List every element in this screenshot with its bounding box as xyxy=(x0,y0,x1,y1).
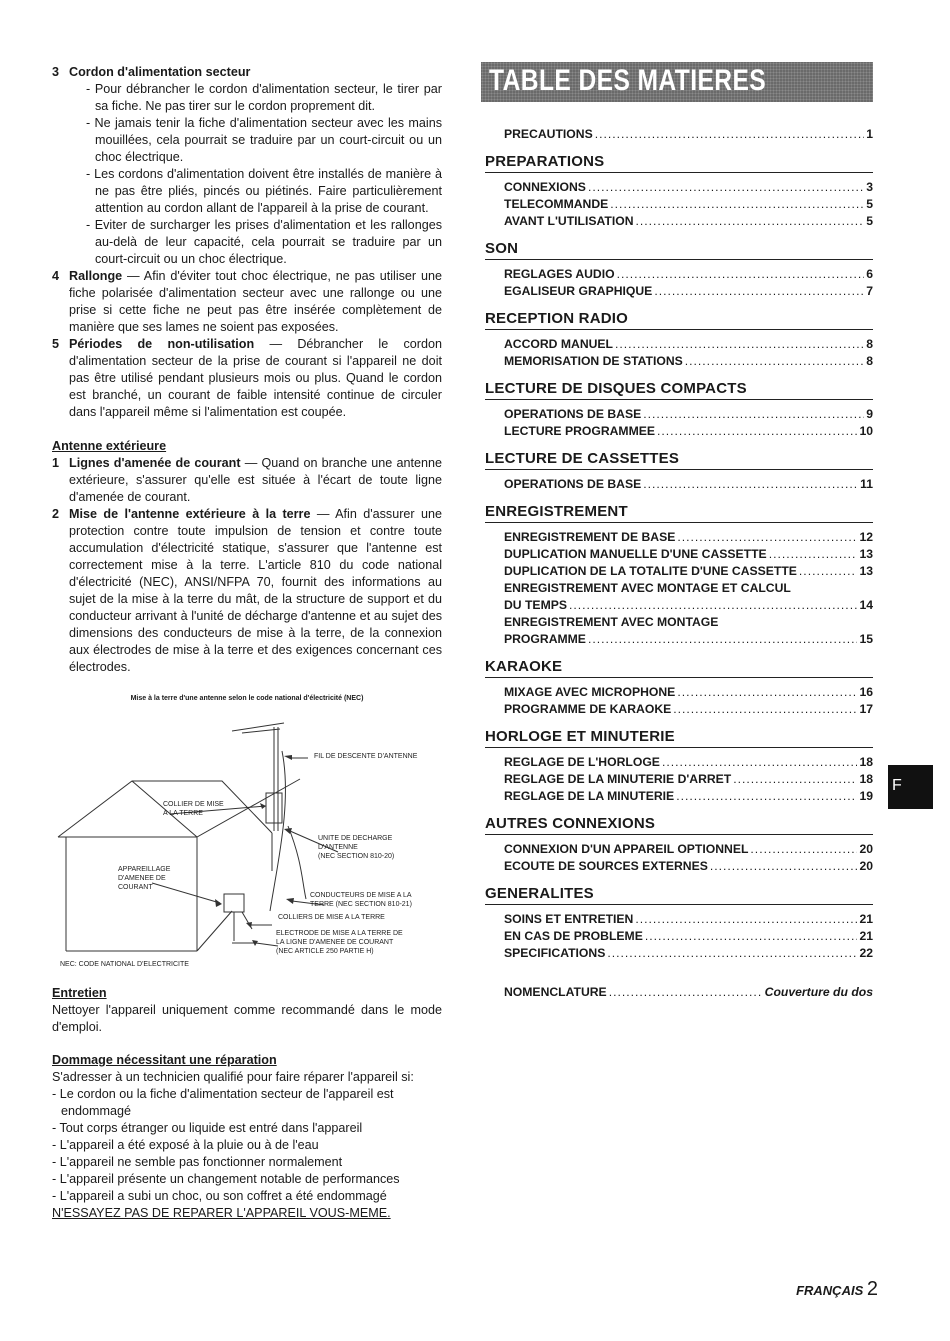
toc-section-title: GENERALITES xyxy=(485,885,873,905)
leader-dots xyxy=(677,684,857,701)
toc-entry[interactable] xyxy=(504,546,873,563)
toc-entry-title: NOMENCLATURE xyxy=(504,985,607,999)
dommage-bullet: - Le cordon ou la fiche d'alimentation secteur de l'appareil est endommagé xyxy=(52,1087,394,1118)
toc-entry-list xyxy=(485,330,873,370)
leader-dots xyxy=(615,336,864,353)
toc-entry-title: CONNEXION D'UN APPAREIL OPTIONNEL xyxy=(504,842,749,856)
toc-entry-page: 21 xyxy=(859,929,873,943)
leader-dots xyxy=(595,126,865,143)
toc-entry-title: DU TEMPS xyxy=(504,598,567,612)
leader-dots xyxy=(610,196,864,213)
toc-entry-page: 18 xyxy=(859,755,873,769)
toc-entry-title: ENREGISTREMENT AVEC MONTAGE ET CALCUL xyxy=(504,581,791,595)
toc-entry-page: 18 xyxy=(859,772,873,786)
label-unite-3: (NEC SECTION 810-20) xyxy=(318,853,395,860)
leader-dots xyxy=(569,597,857,614)
toc-entry-page: 20 xyxy=(859,842,873,856)
toc-entry[interactable] xyxy=(504,788,873,805)
label-unite-2: D'ANTENNE xyxy=(318,844,358,851)
bullet: - Ne jamais tenir la fiche d'alimentation secteur avec les mains mouillées, cela pourrait se traduire par un court-circuit ou un choc électrique. xyxy=(86,116,442,164)
toc-title: TABLE DES MATIERES xyxy=(489,64,767,97)
toc-section-title: AUTRES CONNEXIONS xyxy=(485,815,873,835)
toc-entry-title: PROGRAMME DE KARAOKE xyxy=(504,702,672,716)
toc-section-title: RECEPTION RADIO xyxy=(485,310,873,330)
toc-entry-list xyxy=(485,748,873,805)
entretien-text: Nettoyer l'appareil uniquement comme recommandé dans le mode d'emploi. xyxy=(52,1003,442,1034)
toc-entry-page: 12 xyxy=(859,530,873,544)
leader-dots xyxy=(643,476,858,493)
toc-entry-title: LECTURE PROGRAMMEE xyxy=(504,424,655,438)
label-appareillage-1: APPAREILLAGE xyxy=(118,866,171,873)
toc-section xyxy=(485,728,873,805)
toc-entry-list xyxy=(485,678,873,718)
toc-section xyxy=(485,380,873,440)
page-number: 2 xyxy=(866,1278,878,1300)
toc-entry-title: EGALISEUR GRAPHIQUE xyxy=(504,284,653,298)
toc-entry-page: 8 xyxy=(866,337,873,351)
toc-entry-page: 20 xyxy=(859,859,873,873)
toc-section xyxy=(485,885,873,962)
toc-entry-title: EN CAS DE PROBLEME xyxy=(504,929,643,943)
leader-dots xyxy=(685,353,864,370)
toc-entry-title: ENREGISTREMENT AVEC MONTAGE xyxy=(504,615,719,629)
toc-entry-list xyxy=(485,905,873,962)
bullet: - Pour débrancher le cordon d'alimentation secteur, le tirer par sa fiche. Ne pas tirer sur le cordon proprement dit. xyxy=(86,82,442,113)
toc-entry-title: DUPLICATION MANUELLE D'UNE CASSETTE xyxy=(504,547,767,561)
leader-dots xyxy=(643,406,864,423)
toc-entry-page: 6 xyxy=(866,267,873,281)
toc-entry[interactable] xyxy=(504,984,873,1001)
toc-entry-list xyxy=(485,260,873,300)
toc-entry[interactable] xyxy=(504,406,873,423)
toc-entry-page: 15 xyxy=(859,632,873,646)
label-nec: NEC: CODE NATIONAL D'ELECTRICITE xyxy=(60,961,189,968)
toc-section-title: ENREGISTREMENT xyxy=(485,503,873,523)
page-footer xyxy=(796,1278,878,1301)
leader-dots xyxy=(799,563,858,580)
toc-entry[interactable] xyxy=(504,631,873,648)
section-text: — Débrancher le cordon d'alimentation secteur de la prise de courant si l'appareil ne doit pas être utilisé pendant plusieurs mois ou plus. Quand le cordon est branché, un courant de faible intensité continue de circuler dans l'appareil même si l'alimentation est coupée. xyxy=(69,337,442,419)
leader-dots xyxy=(657,423,857,440)
bullet: - Les cordons d'alimentation doivent être installés de manière à ne pas être pliés, pincés ou piétinés. Faire particulièrement attention au cordon allant de l'appareil à la prise de courant. xyxy=(86,167,442,215)
leader-dots xyxy=(676,788,857,805)
toc-entry-title: REGLAGE DE LA MINUTERIE D'ARRET xyxy=(504,772,732,786)
dommage-bullet: - L'appareil présente un changement notable de performances xyxy=(52,1172,400,1186)
leader-dots xyxy=(645,928,858,945)
toc-entry[interactable] xyxy=(504,423,873,440)
toc-section xyxy=(485,240,873,300)
toc-entry-title: PRECAUTIONS xyxy=(504,127,593,141)
dommage-bullet: - L'appareil ne semble pas fonctionner normalement xyxy=(52,1155,343,1169)
section-text: — Afin d'éviter tout choc électrique, ne pas utiliser une fiche polarisée d'alimentation secteur avec une rallonge ou une prise si cette fiche ne peut pas être insérée complètement de manière que ses lames ne soient pas exposées. xyxy=(69,269,442,334)
toc-entry[interactable] xyxy=(504,126,873,143)
toc-entry-page: Couverture du dos xyxy=(764,985,873,999)
toc-nomenclature xyxy=(485,962,873,1001)
section-text: — Afin d'assurer une protection contre toute impulsion de tension et contre toute accumulation d'électricité statique, s'assurer que l'antenne est correctement mise à la terre. L'article 810 du code national d'électricité (NEC), ANSI/NFPA 70, fournit des informations au sujet de la mise à la terre du mât, de la structure de support et du conducteur arrivant à l'unité de décharge d'antenne et au sujet des dimensions des conducteurs de mise à la terre, de la connexion aux électrodes de mise à la terre et des exigences concernant ces électrodes. xyxy=(69,507,442,674)
toc-entry[interactable] xyxy=(504,597,873,614)
dommage-heading: Dommage nécessitant une réparation xyxy=(52,1053,277,1067)
leader-dots xyxy=(588,179,864,196)
toc-entry-title: AVANT L'UTILISATION xyxy=(504,214,634,228)
toc-entry[interactable] xyxy=(504,945,873,962)
toc-entry-page: 17 xyxy=(859,702,873,716)
section-rallonge xyxy=(52,268,442,336)
toc-entry-page: 11 xyxy=(860,477,873,491)
toc-entry-page: 19 xyxy=(859,789,873,803)
toc-banner xyxy=(481,62,873,102)
footer-language: FRANÇAIS xyxy=(796,1283,864,1298)
leader-dots xyxy=(617,266,865,283)
entretien-heading: Entretien xyxy=(52,986,107,1000)
toc-section xyxy=(485,450,873,493)
toc-entry[interactable] xyxy=(504,353,873,370)
toc-entry[interactable] xyxy=(504,841,873,858)
toc-entry[interactable] xyxy=(504,476,873,493)
toc-entry[interactable] xyxy=(504,684,873,701)
toc-entry[interactable] xyxy=(504,529,873,546)
item-number: 3 xyxy=(52,65,60,79)
leader-dots xyxy=(710,858,858,875)
item-number: 1 xyxy=(52,456,60,470)
label-conducteurs-2: TERRE (NEC SECTION 810-21) xyxy=(310,901,412,908)
toc-entry-page: 13 xyxy=(859,564,873,578)
toc-entry-title: TELECOMMANDE xyxy=(504,197,609,211)
language-tab-letter: F xyxy=(892,777,902,794)
toc-entry-list xyxy=(485,173,873,230)
section-non-utilisation xyxy=(52,336,442,421)
section-title: Lignes d'amenée de courant xyxy=(69,456,241,470)
toc-entry-list xyxy=(485,470,873,493)
toc-section xyxy=(485,815,873,875)
antenne-heading: Antenne extérieure xyxy=(52,439,167,453)
toc-entry-page: 8 xyxy=(866,354,873,368)
toc-entry-list xyxy=(485,835,873,875)
language-tab xyxy=(888,765,933,809)
leader-dots xyxy=(588,631,858,648)
leader-dots xyxy=(654,283,864,300)
toc-section-title: PREPARATIONS xyxy=(485,153,873,173)
toc-entry-page: 10 xyxy=(859,424,873,438)
label-electrode-1: ELECTRODE DE MISE A LA TERRE DE xyxy=(276,930,403,937)
label-electrode-3: (NEC ARTICLE 250 PARTIE H) xyxy=(276,948,374,955)
toc-section xyxy=(485,503,873,648)
section-cordon xyxy=(52,64,442,268)
leader-dots xyxy=(636,213,865,230)
toc-entry-title: REGLAGE DE LA MINUTERIE xyxy=(504,789,675,803)
leader-dots xyxy=(609,984,763,1001)
leader-dots xyxy=(635,911,857,928)
toc-section xyxy=(485,658,873,718)
toc-entry-list xyxy=(485,523,873,648)
toc-entry-page: 7 xyxy=(866,284,873,298)
toc-entry-title: SPECIFICATIONS xyxy=(504,946,606,960)
dommage-bullet: - L'appareil a été exposé à la pluie ou à de l'eau xyxy=(52,1138,319,1152)
toc-entry-title: REGLAGE DE L'HORLOGE xyxy=(504,755,660,769)
toc-section-title: KARAOKE xyxy=(485,658,873,678)
toc-entry-title: REGLAGES AUDIO xyxy=(504,267,615,281)
label-collier-2: A LA TERRE xyxy=(163,810,203,817)
item-number: 2 xyxy=(52,507,60,521)
toc-precautions xyxy=(485,118,873,143)
toc-entry[interactable] xyxy=(504,701,873,718)
toc-entry-page: 14 xyxy=(859,598,873,612)
toc-entry-title: SOINS ET ENTRETIEN xyxy=(504,912,634,926)
section-title: Cordon d'alimentation secteur xyxy=(69,65,251,79)
toc-entry-page: 22 xyxy=(859,946,873,960)
section-title: Rallonge xyxy=(69,269,123,283)
toc-entry-title: PROGRAMME xyxy=(504,632,586,646)
toc-entry-page: 3 xyxy=(866,180,873,194)
toc-entry[interactable] xyxy=(504,213,873,230)
left-column xyxy=(52,64,442,1222)
toc-section-title: HORLOGE ET MINUTERIE xyxy=(485,728,873,748)
toc-entry-page: 5 xyxy=(866,197,873,211)
toc-entry[interactable] xyxy=(504,771,873,788)
item-number: 4 xyxy=(52,269,60,283)
toc-entry-title: ENREGISTREMENT DE BASE xyxy=(504,530,676,544)
section-text: — Quand on branche une antenne extérieure, s'assurer qu'elle est située à l'écart de toute ligne d'amenée de courant. xyxy=(69,456,442,504)
leader-dots xyxy=(750,841,857,858)
label-unite-1: UNITE DE DECHARGE xyxy=(318,835,393,842)
toc-entry[interactable] xyxy=(504,266,873,283)
label-conducteurs-1: CONDUCTEURS DE MISE A LA xyxy=(310,892,412,899)
bullet: - Eviter de surcharger les prises d'alimentation et les rallonges au-delà de leur capacité, cela pourrait se traduire par un court-circuit ou un choc électrique. xyxy=(86,218,442,266)
toc-section-title: LECTURE DE CASSETTES xyxy=(485,450,873,470)
toc-sections xyxy=(485,153,873,962)
toc-section xyxy=(485,310,873,370)
leader-dots xyxy=(662,754,858,771)
dommage-intro: S'adresser à un technicien qualifié pour faire réparer l'appareil si: xyxy=(52,1070,414,1084)
leader-dots xyxy=(677,529,857,546)
toc-entry-title: OPERATIONS DE BASE xyxy=(504,477,642,491)
warning-text: N'ESSAYEZ PAS DE REPARER L'APPAREIL VOUS-MEME. xyxy=(52,1206,391,1220)
toc-entry[interactable] xyxy=(504,336,873,353)
label-fil-descente: FIL DE DESCENTE D'ANTENNE xyxy=(314,753,418,760)
toc-section-title: SON xyxy=(485,240,873,260)
antenne-item-2 xyxy=(52,506,442,676)
toc-entry[interactable] xyxy=(504,580,873,597)
toc-entry[interactable] xyxy=(504,928,873,945)
toc-entry-title: OPERATIONS DE BASE xyxy=(504,407,642,421)
leader-dots xyxy=(769,546,858,563)
item-number: 5 xyxy=(52,337,60,351)
leader-dots xyxy=(673,701,857,718)
toc-entry-list xyxy=(485,400,873,440)
grounding-diagram xyxy=(52,711,442,973)
toc-entry-title: ACCORD MANUEL xyxy=(504,337,614,351)
toc-entry-page: 16 xyxy=(859,685,873,699)
dommage-bullet: - L'appareil a subi un choc, ou son coffret a été endommagé xyxy=(52,1189,387,1203)
label-appareillage-3: COURANT xyxy=(118,884,153,891)
leader-dots xyxy=(607,945,857,962)
diagram-caption: Mise à la terre d'une antenne selon le code national d'électricité (NEC) xyxy=(130,695,364,702)
label-collier-1: COLLIER DE MISE xyxy=(163,801,224,808)
toc-entry-title: DUPLICATION DE LA TOTALITE D'UNE CASSETTE xyxy=(504,564,797,578)
toc-entry[interactable] xyxy=(504,614,873,631)
section-title: Périodes de non-utilisation xyxy=(69,337,255,351)
toc-entry[interactable] xyxy=(504,283,873,300)
toc-section-title: LECTURE DE DISQUES COMPACTS xyxy=(485,380,873,400)
toc-entry-title: ECOUTE DE SOURCES EXTERNES xyxy=(504,859,708,873)
label-electrode-2: LA LIGNE D'AMENEE DE COURANT xyxy=(276,939,394,946)
label-colliers: COLLIERS DE MISE A LA TERRE xyxy=(278,914,385,921)
toc-section xyxy=(485,153,873,230)
section-title: Mise de l'antenne extérieure à la terre xyxy=(69,507,311,521)
toc-entry-title: MEMORISATION DE STATIONS xyxy=(504,354,683,368)
leader-dots xyxy=(733,771,857,788)
toc-entry-title: MIXAGE AVEC MICROPHONE xyxy=(504,685,676,699)
antenne-item-1 xyxy=(52,455,442,506)
toc-entry-page: 13 xyxy=(859,547,873,561)
toc-entry-page: 1 xyxy=(866,127,873,141)
toc-entry[interactable] xyxy=(504,911,873,928)
dommage-bullet: - Tout corps étranger ou liquide est entré dans l'appareil xyxy=(52,1121,363,1135)
toc-entry[interactable] xyxy=(504,563,873,580)
toc-entry-page: 9 xyxy=(866,407,873,421)
toc-entry[interactable] xyxy=(504,196,873,213)
toc-entry-title: CONNEXIONS xyxy=(504,180,586,194)
toc-entry[interactable] xyxy=(504,179,873,196)
toc-entry-page: 21 xyxy=(859,912,873,926)
label-appareillage-2: D'AMENEE DE xyxy=(118,875,166,882)
toc-entry[interactable] xyxy=(504,858,873,875)
toc-entry-page: 5 xyxy=(866,214,873,228)
toc-entry[interactable] xyxy=(504,754,873,771)
table-of-contents xyxy=(485,118,873,1001)
